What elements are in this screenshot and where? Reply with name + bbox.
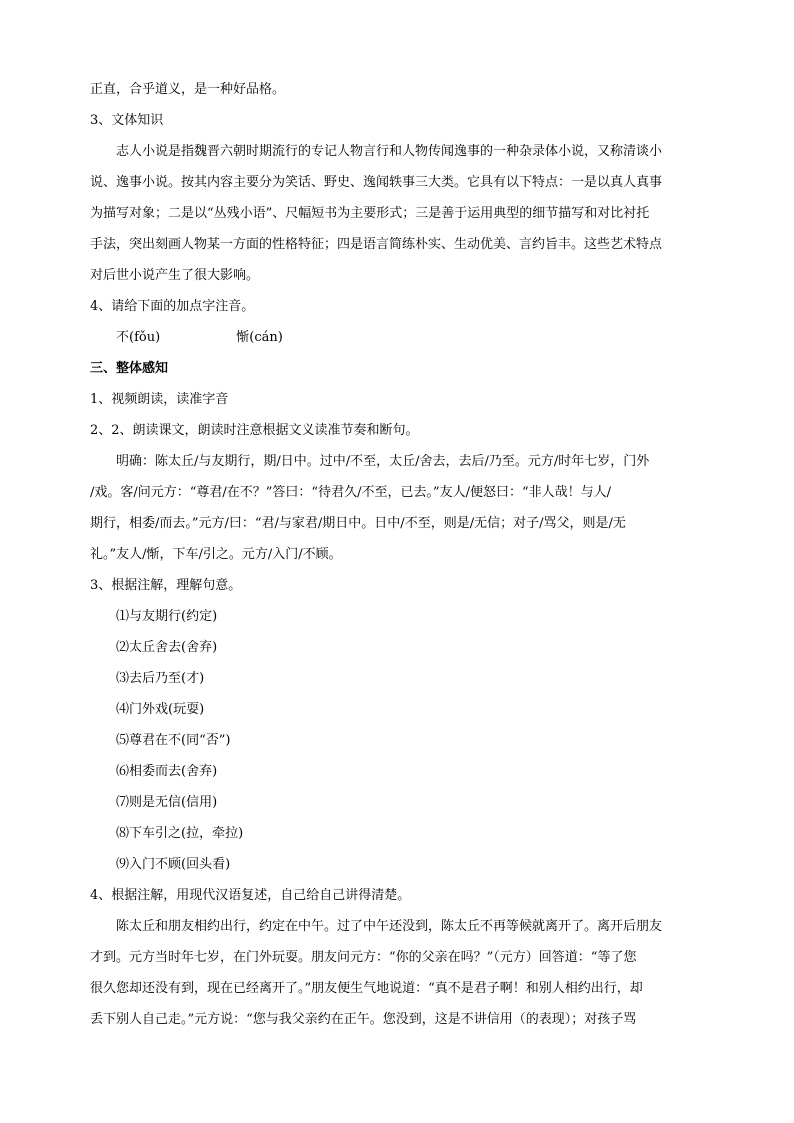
paragraph-line: 志人小说是指魏晋六朝时期流行的专记人物言行和人物传闻逸事的一种杂录体小说，又称清谈小 (116, 144, 663, 159)
paragraph-line: 很久您却还没有到，现在已经离开了。”朋友便生气地说道：“真不是君子啊！和别人相约出行，却 (90, 981, 643, 996)
section-title-pinyin: 4、请给下面的加点字注音。 (90, 299, 255, 314)
paragraph-line: 才到。元方当时年七岁，在门外玩耍。朋友问元方：“你的父亲在吗？”（元方）回答道：“等了您 (90, 950, 637, 965)
list-item: ⑺则是无信(信用) (116, 795, 218, 810)
list-item: ⑸尊君在不(同“否”) (116, 733, 231, 748)
paragraph-line: 手法，突出刻画人物某一方面的性格特征；四是语言简练朴实、生动优美、言约旨丰。这些艺术特点 (90, 237, 663, 252)
pinyin-item: 不(fǒu) (116, 330, 161, 345)
list-item: ⑷门外戏(玩耍) (116, 702, 205, 717)
answer-line: 期行，相委/而去。”元方/曰：“君/与家君/期日中。日中/不至，则是/无信；对子/骂父，则是/无 (90, 516, 626, 531)
list-item: ⑶去后乃至(才) (116, 671, 205, 686)
section-title-genre: 3、文体知识 (90, 113, 164, 128)
answer-line: 明确：陈太丘/与友期行，期/日中。过中/不至，太丘/舍去，去后/乃至。元方/时年七岁，门外 (116, 454, 650, 469)
list-item: ⑵太丘舍去(舍弃) (116, 640, 218, 655)
question-2: 2、2、朗读课文，朗读时注意根据文义读准节奏和断句。 (90, 423, 419, 438)
pinyin-row (116, 328, 283, 348)
paragraph-line: 为描写对象；二是以“丛残小语”、尺幅短书为主要形式；三是善于运用典型的细节描写和对比衬托 (90, 206, 650, 221)
pinyin-item: 惭(cán) (236, 330, 283, 345)
section-heading-overall: 三、整体感知 (90, 361, 169, 376)
answer-line: 礼。”友人/惭，下车/引之。元方/入门/不顾。 (90, 547, 342, 562)
question-3: 3、根据注解，理解句意。 (90, 578, 242, 593)
paragraph-line: 说、逸事小说。按其内容主要分为笑话、野史、逸闻轶事三大类。它具有以下特点：一是以真人真事 (90, 175, 663, 190)
paragraph-line: 对后世小说产生了很大影响。 (90, 268, 260, 283)
list-item: ⑴与友期行(约定) (116, 609, 218, 624)
paragraph-line: 丢下别人自己走。”元方说：“您与我父亲约在正午。您没到，这是不讲信用（的表现）；对孩子骂 (90, 1012, 637, 1027)
list-item: ⑻下车引之(拉，牵拉) (116, 826, 244, 841)
paragraph-intro: 正直，合乎道义，是一种好品格。 (90, 82, 286, 97)
list-item: ⑹相委而去(舍弃) (116, 764, 218, 779)
question-1: 1、视频朗读，读准字音 (90, 392, 229, 407)
question-4: 4、根据注解，用现代汉语复述，自己给自己讲得清楚。 (90, 888, 411, 903)
paragraph-line: 陈太丘和朋友相约出行，约定在中午。过了中午还没到，陈太丘不再等候就离开了。离开后朋友 (116, 919, 663, 934)
answer-line: /戏。客/问元方：“尊君/在不？”答曰：“待君久/不至，已去。”友人/便怒曰：“非人哉！与人/ (90, 485, 612, 500)
list-item: ⑼入门不顾(回头看) (116, 857, 231, 872)
